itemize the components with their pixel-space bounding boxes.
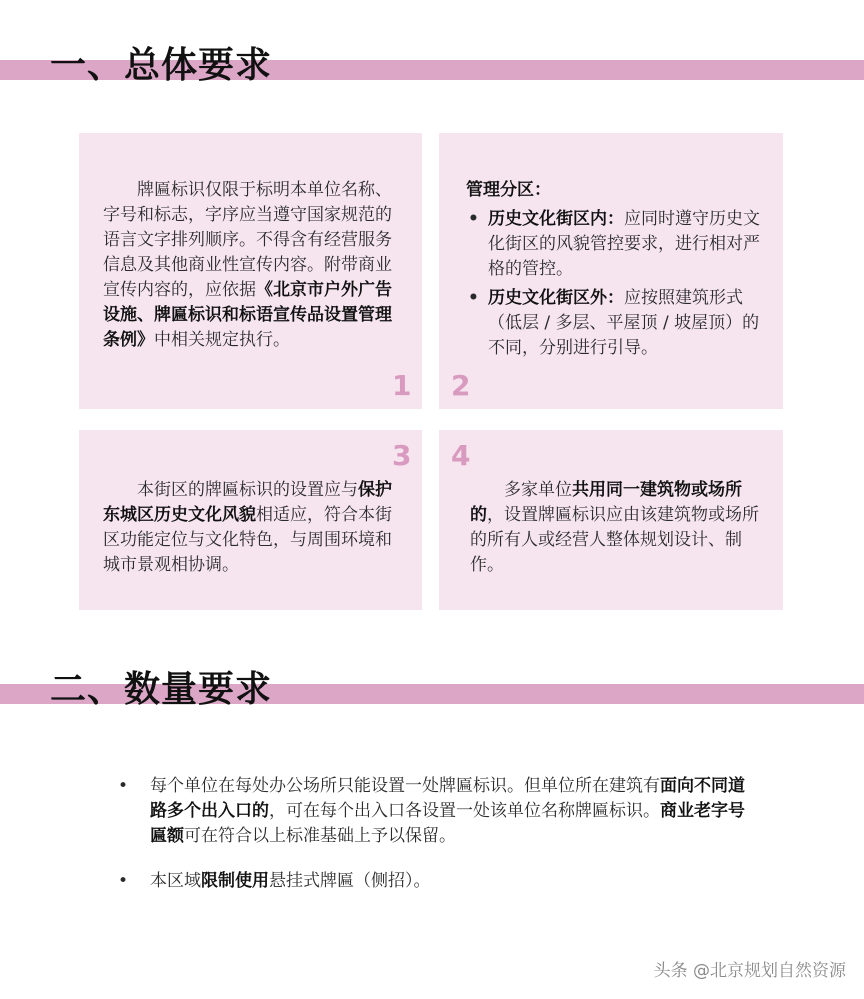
quantity-emphasis: 限制使用 [201, 871, 269, 891]
zone-text: 应按照建筑形式（低层 / 多层、平屋顶 / 坡屋顶）的不同，分别进行引导。 [488, 288, 760, 358]
card-2-text [466, 178, 762, 365]
card-1-text [103, 178, 399, 353]
bullet: • [118, 776, 129, 796]
card-3-segment: 本街区的牌匾标识的设置应与 [137, 480, 358, 500]
card-1-segment: 中相关规定执行。 [154, 330, 290, 350]
section-title: 一、总体要求 [50, 45, 273, 86]
quantity-list [118, 774, 758, 894]
card-number-4: 4 [451, 439, 471, 472]
zone-term: 历史文化街区外： [488, 288, 624, 308]
zone-text: 应同时遵守历史文化街区的风貌管控要求，进行相对严格的管控。 [488, 209, 760, 279]
zone-title: 管理分区： [466, 180, 551, 200]
card-4-emphasis: 共用同一建筑物或场所的 [470, 480, 742, 525]
quantity-item [118, 774, 758, 849]
quantity-emphasis: 面向不同道路多个出入口的 [150, 776, 745, 821]
zone-term: 历史文化街区内： [488, 209, 624, 229]
zone-item [466, 207, 762, 282]
bullet: • [468, 288, 479, 308]
card-4-text [470, 478, 766, 578]
quantity-item [118, 869, 758, 894]
card-3-text [103, 478, 399, 578]
card-number-3: 3 [392, 439, 412, 472]
quantity-segment: 悬挂式牌匾（侧招）。 [269, 871, 431, 891]
bullet: • [468, 209, 479, 229]
card-4-segment: 多家单位 [504, 480, 572, 500]
card-1-segment: 牌匾标识仅限于标明本单位名称、字号和标志，字序应当遵守国家规范的语言文字排列顺序。不得含有经营服务信息及其他商业性宣传内容。附带商业宣传内容的，应依据 [103, 180, 392, 300]
section-title: 二、数量要求 [50, 669, 273, 710]
zone-item [466, 286, 762, 361]
watermark: 头条 @北京规划自然资源 [653, 961, 846, 981]
card-1-regulation-title: 《北京市户外广告设施、牌匾标识和标语宣传品设置管理条例》 [103, 280, 392, 350]
quantity-emphasis: 商业老字号匾额 [150, 801, 745, 846]
card-3-segment: 相适应，符合本街区功能定位与文化特色，与周围环境和城市景观相协调。 [103, 505, 392, 575]
card-3-emphasis: 保护东城区历史文化风貌 [103, 480, 392, 525]
quantity-segment: ，可在每个出入口各设置一处该单位名称牌匾标识。 [269, 801, 660, 821]
bullet: • [118, 871, 129, 891]
quantity-segment: 本区域 [150, 871, 201, 891]
card-number-2: 2 [451, 369, 471, 402]
quantity-segment: 每个单位在每处办公场所只能设置一处牌匾标识。但单位所在建筑有 [150, 776, 660, 796]
quantity-segment: 可在符合以上标准基础上予以保留。 [184, 826, 456, 846]
card-4-segment: ，设置牌匾标识应由该建筑物或场所的所有人或经营人整体规划设计、制作。 [470, 505, 759, 575]
card-number-1: 1 [392, 369, 412, 402]
